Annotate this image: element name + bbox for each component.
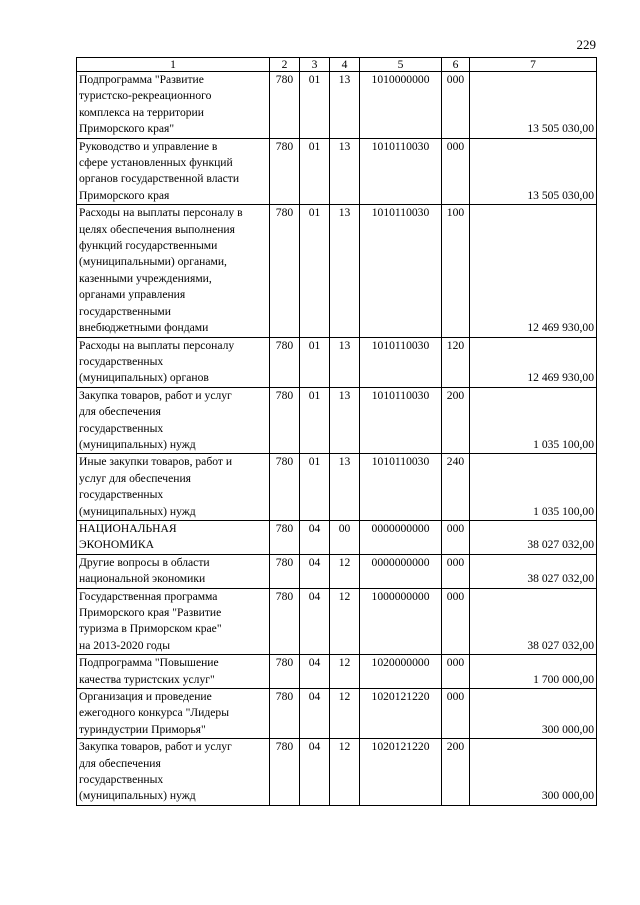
row-name-line: туристско-рекреационного	[79, 89, 212, 103]
code-cell-c6: 000	[442, 554, 470, 588]
code-cell-c3: 04	[300, 554, 330, 588]
table-row	[77, 387, 597, 454]
code-cell-c6: 000	[442, 588, 470, 655]
code-cell-c2: 780	[270, 337, 300, 387]
code-cell-c5: 1010110030	[360, 387, 442, 454]
table-row	[77, 554, 597, 588]
table-row	[77, 138, 597, 205]
row-name-line: для обеспечения	[79, 756, 161, 770]
code-cell-c6: 200	[442, 739, 470, 806]
code-cell-c3: 04	[300, 655, 330, 689]
code-cell-c4: 00	[330, 520, 360, 554]
table-row	[77, 205, 597, 337]
code-cell-c2: 780	[270, 554, 300, 588]
row-name-cell	[77, 655, 270, 689]
row-name-line: государственных	[79, 421, 164, 435]
row-name-line: государственных	[79, 488, 164, 502]
row-name-line: функций государственными	[79, 239, 218, 253]
row-name-line: национальной экономики	[79, 572, 206, 586]
code-cell-c4: 12	[330, 739, 360, 806]
code-cell-c5: 1020000000	[360, 655, 442, 689]
amount-cell: 12 469 930,00	[470, 337, 597, 387]
code-cell-c3: 01	[300, 72, 330, 139]
code-cell-c4: 13	[330, 138, 360, 205]
amount-cell: 1 035 100,00	[470, 387, 597, 454]
code-cell-c2: 780	[270, 138, 300, 205]
amount-cell: 38 027 032,00	[470, 554, 597, 588]
code-cell-c5: 1010110030	[360, 454, 442, 521]
row-name-line: Иные закупки товаров, работ и	[79, 455, 233, 469]
code-cell-c3: 04	[300, 588, 330, 655]
code-cell-c6: 000	[442, 689, 470, 739]
row-name-line: ЭКОНОМИКА	[79, 538, 155, 552]
row-name-line: Организация и проведение	[79, 690, 212, 704]
page-number: 229	[576, 37, 596, 52]
amount-cell: 1 700 000,00	[470, 655, 597, 689]
row-name-line: внебюджетными фондами	[79, 321, 209, 335]
row-name-line: Расходы на выплаты персоналу в	[79, 206, 243, 220]
table-row	[77, 520, 597, 554]
row-name-line: органов государственной власти	[79, 172, 240, 186]
row-name-line: органами управления	[79, 288, 186, 302]
row-name-line: государственных	[79, 773, 164, 787]
row-name-cell	[77, 554, 270, 588]
row-name-line: Закупка товаров, работ и услуг	[79, 740, 232, 754]
amount-cell: 300 000,00	[470, 689, 597, 739]
table-row	[77, 454, 597, 521]
row-name-line: государственными	[79, 304, 171, 318]
code-cell-c2: 780	[270, 454, 300, 521]
amount-cell: 12 469 930,00	[470, 205, 597, 337]
code-cell-c4: 13	[330, 387, 360, 454]
code-cell-c3: 04	[300, 520, 330, 554]
code-cell-c2: 780	[270, 387, 300, 454]
table-row	[77, 739, 597, 806]
budget-table	[76, 57, 597, 806]
code-cell-c5: 1010000000	[360, 72, 442, 139]
row-name-line: Руководство и управление в	[79, 139, 218, 153]
code-cell-c6: 120	[442, 337, 470, 387]
code-cell-c5: 1000000000	[360, 588, 442, 655]
code-cell-c4: 12	[330, 554, 360, 588]
code-cell-c6: 000	[442, 520, 470, 554]
row-name-line: сфере установленных функций	[79, 156, 233, 170]
row-name-line: качества туристских услуг"	[79, 672, 215, 686]
amount-cell: 38 027 032,00	[470, 588, 597, 655]
code-cell-c4: 12	[330, 689, 360, 739]
header-cell: 5	[360, 58, 442, 72]
code-cell-c3: 01	[300, 205, 330, 337]
code-cell-c6: 100	[442, 205, 470, 337]
row-name-cell	[77, 387, 270, 454]
code-cell-c2: 780	[270, 588, 300, 655]
row-name-cell	[77, 454, 270, 521]
row-name-line: туриндустрии Приморья"	[79, 722, 206, 736]
table-row	[77, 689, 597, 739]
row-name-cell	[77, 520, 270, 554]
row-name-line: (муниципальных) органов	[79, 371, 209, 385]
row-name-line: (муниципальных) нужд	[79, 437, 196, 451]
row-name-line: Расходы на выплаты персоналу	[79, 338, 235, 352]
code-cell-c4: 13	[330, 454, 360, 521]
row-name-line: Закупка товаров, работ и услуг	[79, 388, 232, 402]
header-cell: 1	[77, 58, 270, 72]
row-name-cell	[77, 205, 270, 337]
code-cell-c5: 1010110030	[360, 138, 442, 205]
row-name-line: Приморского края	[79, 188, 170, 202]
row-name-line: НАЦИОНАЛЬНАЯ	[79, 521, 177, 535]
row-name-line: Другие вопросы в области	[79, 555, 210, 569]
code-cell-c3: 01	[300, 138, 330, 205]
row-name-cell	[77, 337, 270, 387]
row-name-line: туризма в Приморском крае"	[79, 622, 222, 636]
row-name-line: Подпрограмма "Повышение	[79, 656, 219, 670]
table-header-row	[77, 58, 597, 72]
code-cell-c6: 000	[442, 655, 470, 689]
table-row	[77, 72, 597, 139]
row-name-cell	[77, 72, 270, 139]
row-name-line: казенными учреждениями,	[79, 271, 212, 285]
code-cell-c2: 780	[270, 655, 300, 689]
amount-cell: 38 027 032,00	[470, 520, 597, 554]
header-cell: 6	[442, 58, 470, 72]
code-cell-c3: 04	[300, 739, 330, 806]
code-cell-c2: 780	[270, 739, 300, 806]
code-cell-c4: 13	[330, 72, 360, 139]
code-cell-c4: 12	[330, 655, 360, 689]
table-row	[77, 337, 597, 387]
row-name-line: Приморского края"	[79, 122, 175, 136]
code-cell-c4: 13	[330, 205, 360, 337]
code-cell-c2: 780	[270, 72, 300, 139]
amount-cell: 1 035 100,00	[470, 454, 597, 521]
amount-cell: 300 000,00	[470, 739, 597, 806]
header-cell: 3	[300, 58, 330, 72]
code-cell-c4: 12	[330, 588, 360, 655]
code-cell-c3: 04	[300, 689, 330, 739]
row-name-line: ежегодного конкурса "Лидеры	[79, 706, 230, 720]
row-name-line: государственных	[79, 354, 164, 368]
code-cell-c6: 000	[442, 138, 470, 205]
row-name-line: комплекса на территории	[79, 105, 204, 119]
row-name-cell	[77, 739, 270, 806]
row-name-cell	[77, 689, 270, 739]
row-name-line: для обеспечения	[79, 405, 161, 419]
code-cell-c5: 1020121220	[360, 739, 442, 806]
row-name-line: Государственная программа	[79, 589, 218, 603]
code-cell-c3: 01	[300, 454, 330, 521]
code-cell-c2: 780	[270, 520, 300, 554]
row-name-line: целях обеспечения выполнения	[79, 222, 235, 236]
row-name-cell	[77, 588, 270, 655]
row-name-line: (муниципальных) нужд	[79, 504, 196, 518]
code-cell-c6: 000	[442, 72, 470, 139]
table-row	[77, 655, 597, 689]
header-cell: 4	[330, 58, 360, 72]
row-name-cell	[77, 138, 270, 205]
row-name-line: (муниципальных) нужд	[79, 789, 196, 803]
code-cell-c2: 780	[270, 205, 300, 337]
row-name-line: на 2013-2020 годы	[79, 638, 171, 652]
code-cell-c5: 1020121220	[360, 689, 442, 739]
row-name-line: Приморского края "Развитие	[79, 606, 222, 619]
row-name-line: Подпрограмма "Развитие	[79, 73, 204, 86]
row-name-line: (муниципальными) органами,	[79, 255, 227, 269]
code-cell-c3: 01	[300, 337, 330, 387]
code-cell-c5: 0000000000	[360, 554, 442, 588]
header-cell: 7	[470, 58, 597, 72]
header-cell: 2	[270, 58, 300, 72]
code-cell-c6: 200	[442, 387, 470, 454]
table-row	[77, 588, 597, 655]
code-cell-c2: 780	[270, 689, 300, 739]
row-name-line: услуг для обеспечения	[79, 471, 191, 485]
code-cell-c4: 13	[330, 337, 360, 387]
amount-cell: 13 505 030,00	[470, 138, 597, 205]
code-cell-c5: 0000000000	[360, 520, 442, 554]
amount-cell: 13 505 030,00	[470, 72, 597, 139]
code-cell-c3: 01	[300, 387, 330, 454]
code-cell-c5: 1010110030	[360, 205, 442, 337]
code-cell-c5: 1010110030	[360, 337, 442, 387]
code-cell-c6: 240	[442, 454, 470, 521]
